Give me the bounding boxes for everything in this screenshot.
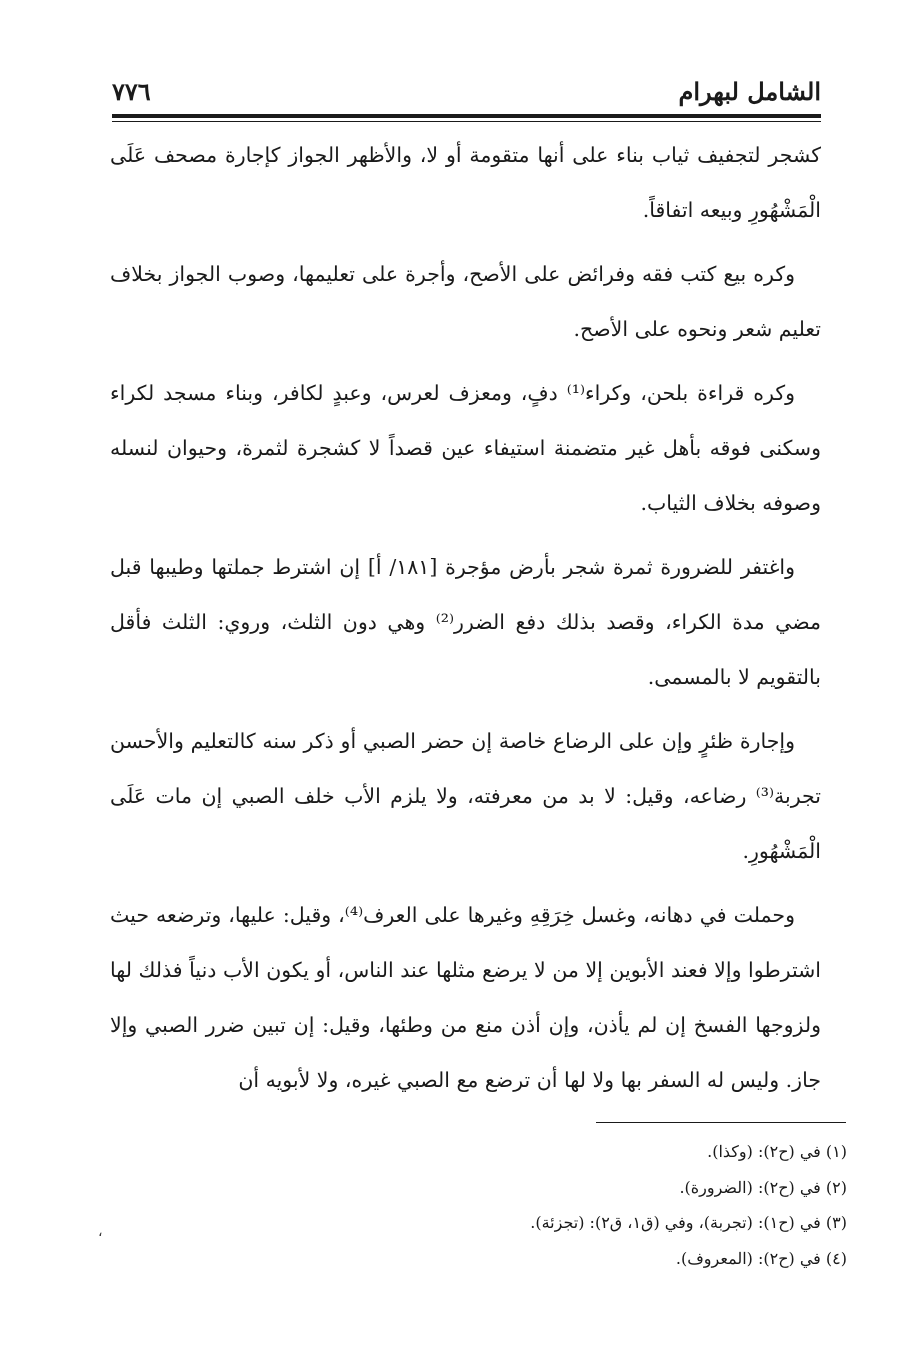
book-title: الشامل لبهرام [678,77,821,106]
margin-mark: ، [98,1224,103,1240]
main-text [110,128,821,1117]
paragraph: واغتفر للضرورة ثمرة شجر بأرض مؤجرة [١٨١/ أ] إن اشترط جملتها وطيبها قبل مضي مدة الكراء، وقصد بذلك دفع الضرر⁽²⁾ وهي دون الثلث، وروي: الثلث فأقل بالتقويم لا بالمسمى. [110,555,821,689]
paragraph: وحملت في دهانه، وغسل خِرَقِهِ وغيرها على العرف⁽⁴⁾، وقيل: عليها، وترضعه حيث اشترطوا وإلا فعند الأبوين إلا من لا يرضع مثلها عند الناس، أو يكون الأب دنياً فذلك لها ولزوجها الفسخ إن لم يأذن، وإن أذن منع من وطئها، وقيل: إن تبين ضرر الصبي وإلا جاز. وليس له السفر بها ولا لها أن ترضع مع الصبي غيره، ولا لأبويه أن [110,903,821,1092]
footnote: (٣) في (ح١): (تجربة)، وفي (ق١، ق٢): (تجزئة). [530,1213,847,1232]
footnote: (٢) في (ح٢): (الضرورة). [679,1177,847,1197]
footnotes [327,1134,847,1276]
paragraph: كشجر لتجفيف ثياب بناء على أنها متقومة أو لا، والأظهر الجواز كإجارة مصحف عَلَى الْمَشْهُورِ وبيعه اتفاقاً. [110,143,821,222]
paragraph: وإجارة ظئرٍ وإن على الرضاع خاصة إن حضر الصبي أو ذكر سنه كالتعليم والأحسن تجربة⁽³⁾ رضاعه، وقيل: لا بد من معرفته، ولا يلزم الأب خلف الصبي إن مات عَلَى الْمَشْهُورِ. [110,729,821,863]
paragraph: وكره قراءة بلحن، وكراء⁽¹⁾ دفٍ، ومعزف لعرس، وعبدٍ لكافر، وبناء مسجد لكراء وسكنى فوقه بأهل غير متضمنة استيفاء عين قصداً لا كشجرة لثمرة، وحيوان لنسله وصوفه بخلاف الثياب. [110,381,821,515]
page-number: ٧٧٦ [112,77,151,106]
footnote: (١) في (ح٢): (وكذا). [707,1142,847,1161]
paragraph: وكره بيع كتب فقه وفرائض على الأصح، وأجرة على تعليمها، وصوب الجواز بخلاف تعليم شعر ونحوه على الأصح. [110,262,821,341]
running-header [112,62,821,106]
footnote-separator [596,1122,846,1123]
header-rule-thin [112,121,821,122]
header-rule-thick [112,114,821,118]
footnote: (٤) في (ح٢): (المعروف). [675,1248,847,1268]
